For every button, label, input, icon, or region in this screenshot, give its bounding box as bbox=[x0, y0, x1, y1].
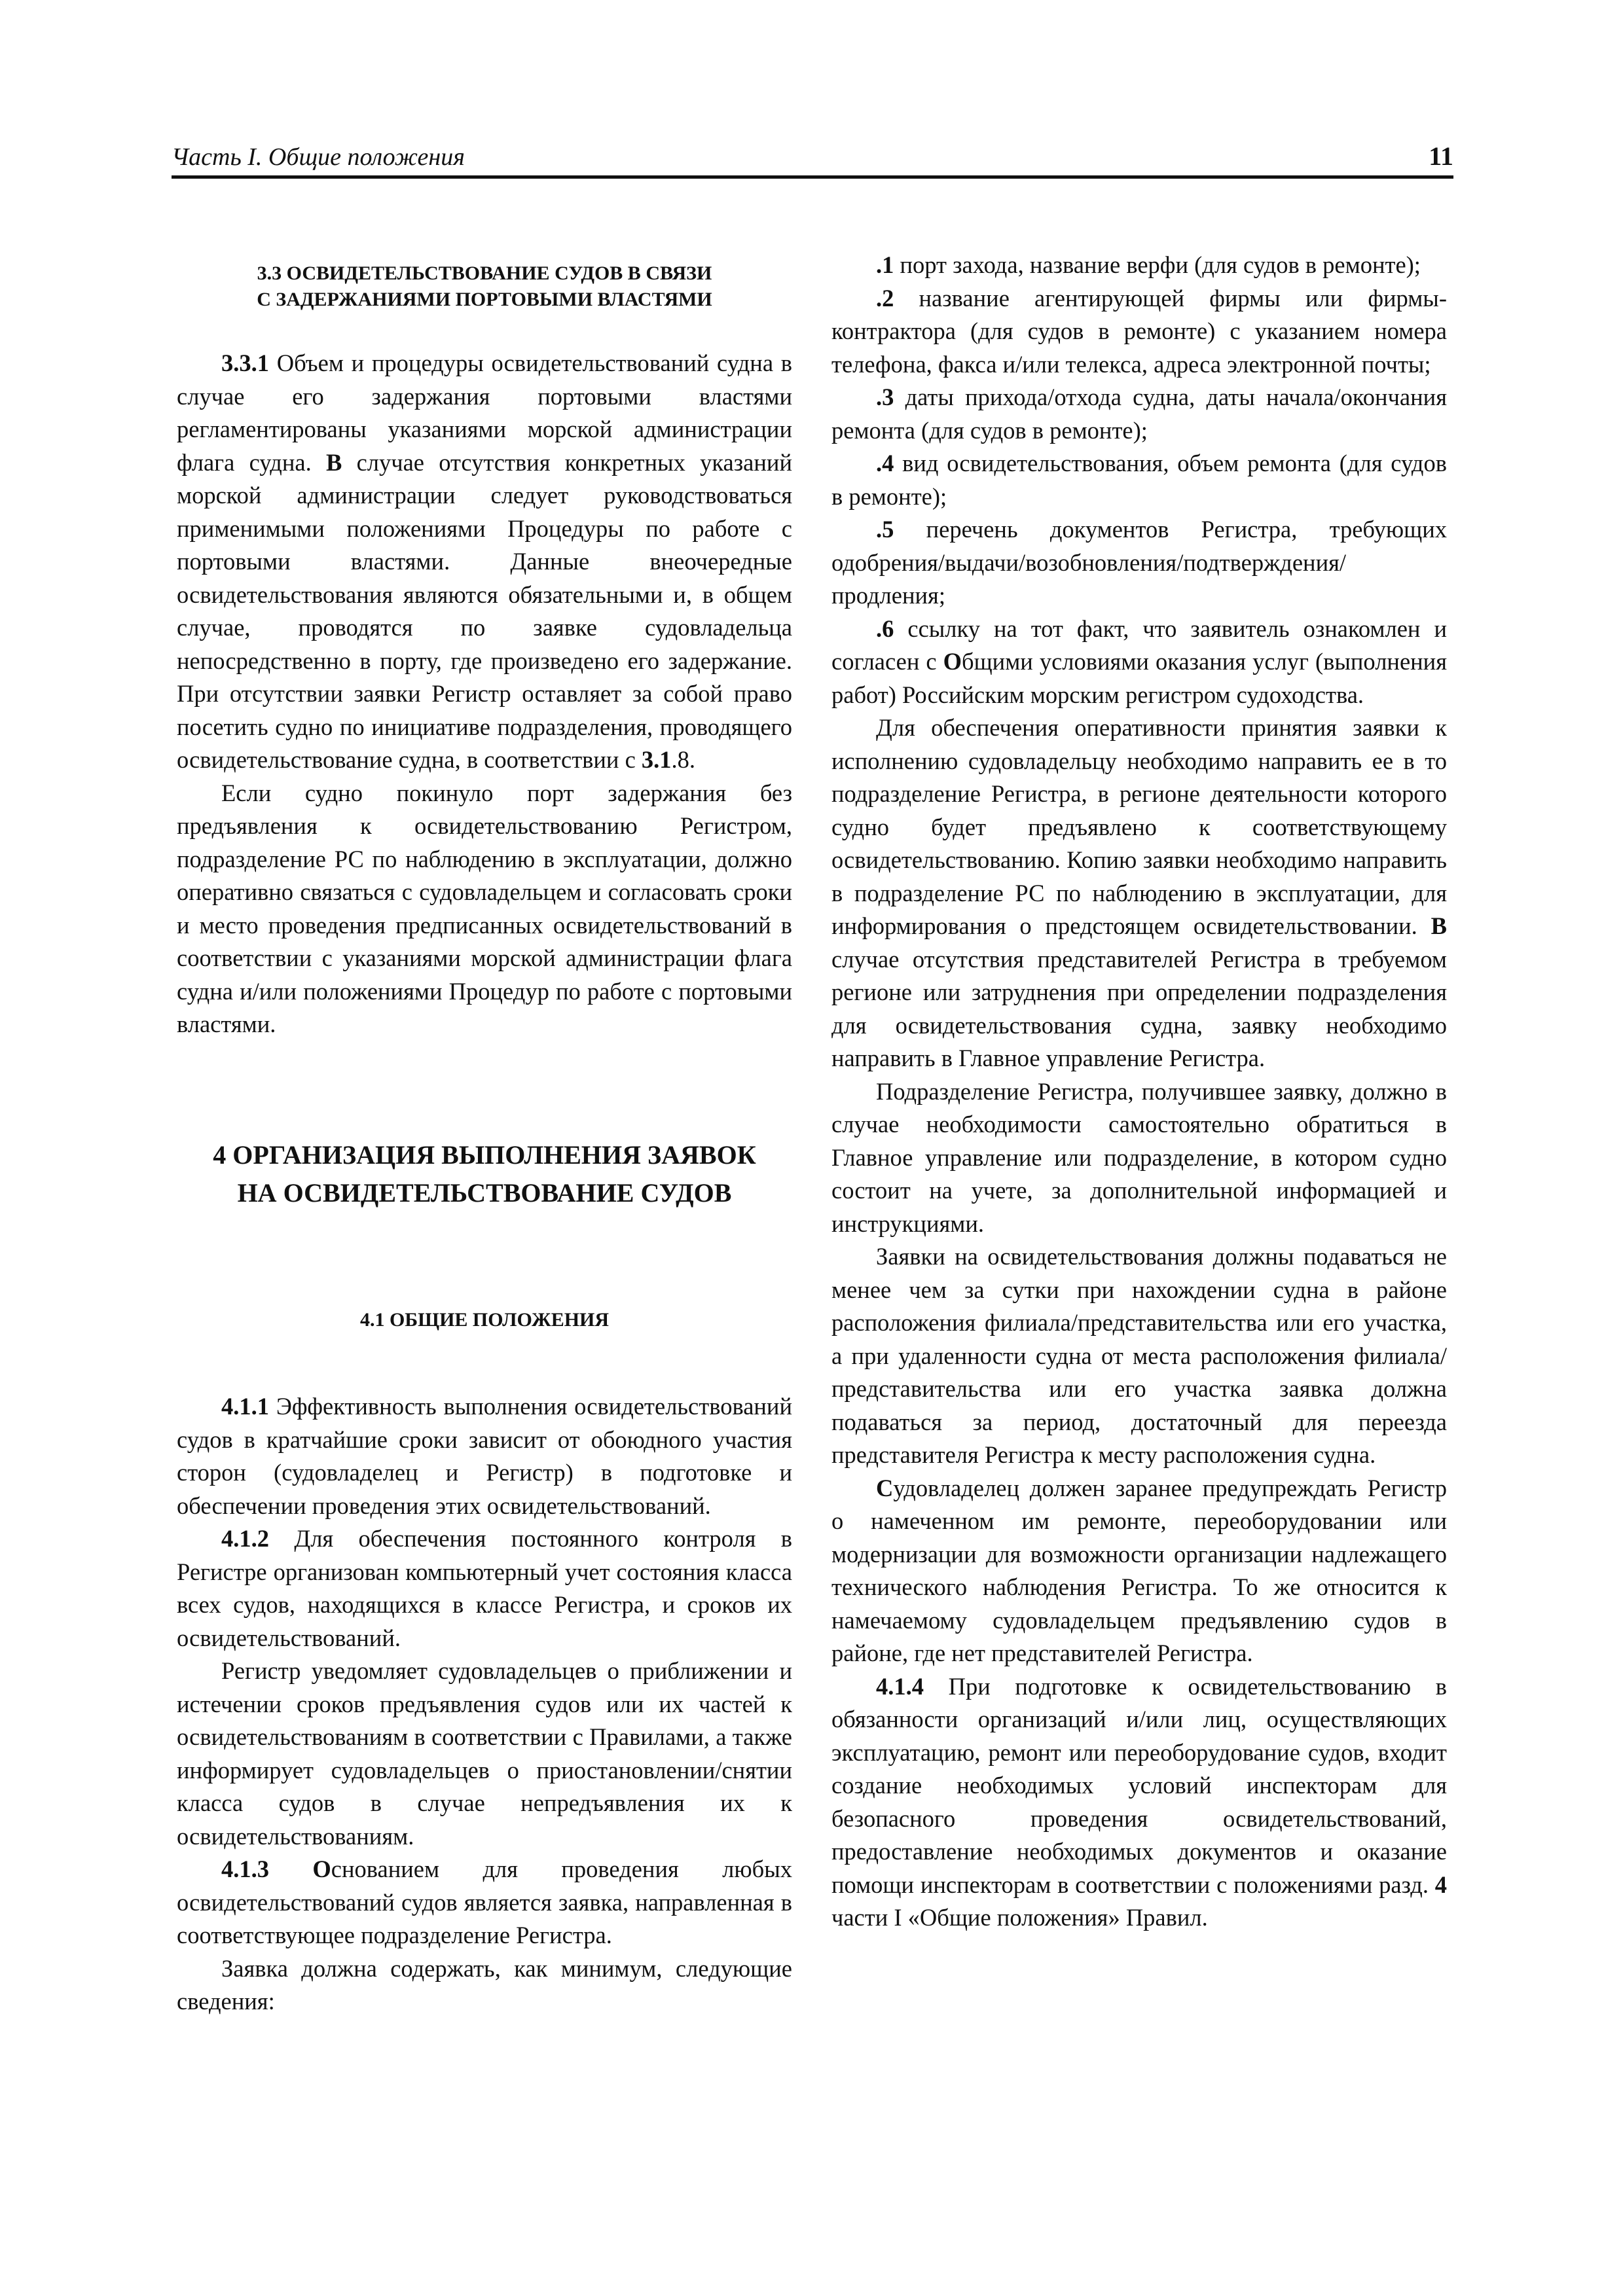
list-text: бщими условиями оказания услуг (выполнения работ) Российским морским регистром судоходства. bbox=[831, 648, 1448, 708]
list-number: .3 bbox=[876, 384, 894, 410]
paragraph-text: Объем и процедуры освидетельствований судна в случае его задержания портовыми властями регламентированы указаниями морской администрации флага судна. bbox=[177, 350, 792, 476]
paragraph-text: При подготовке к освидетельствованию в обязанности организаций и/или лиц, осуществляющих эксплуатацию, ремонт или переоборудование судов, входит создание необходимых условий инспекторам для безопасного проведения освидетельствований, предоставление необходимых документов и оказание помощи инспекторам в соответствии с положениями разд. bbox=[831, 1672, 1447, 1898]
section-3-3-heading bbox=[177, 260, 792, 313]
list-item-3 bbox=[831, 381, 1447, 447]
clause-reference: 4 bbox=[1434, 1871, 1447, 1898]
clause-number: 4.1.4 bbox=[876, 1672, 924, 1700]
paragraph-owner-notice bbox=[831, 1472, 1447, 1670]
paragraph-text: Для обеспечения оперативности принятия заявки к исполнению судовладельцу необходимо направить ее в то подразделение Регистра, в регионе деятельности которого судно будет предъявлено к соответствующему освидетельствованию. Копию заявки необходимо направить в подразделение РС по наблюдению в эксплуатации, для информирования о предстоящем освидетельствовании. bbox=[831, 714, 1447, 939]
list-text: вид освидетельствования, объем ремонта (для судов в ремонте); bbox=[831, 450, 1447, 510]
list-text: перечень документов Регистра, требующих одобрения/выдачи/возобновления/подтверждения/продления; bbox=[831, 516, 1447, 609]
list-number: .4 bbox=[876, 450, 894, 476]
clause-number: 4.1.1 bbox=[221, 1393, 269, 1420]
clause-number: 4.1.3 bbox=[221, 1856, 269, 1882]
left-column bbox=[177, 249, 792, 2018]
paragraph-text: части I «Общие положения» Правил. bbox=[831, 1904, 1208, 1931]
paragraph-text: снованием для проведения любых освидетельствований судов является заявка, направленная в соответствующее подразделение Регистра. bbox=[177, 1856, 792, 1948]
paragraph-3-3-1-b: Если судно покинуло порт задержания без предъявления к освидетельствованию Регистром, подразделение РС по наблюдению в эксплуатации, должно оперативно связаться с судовладельцем и согласовать сроки и место проведения предписанных освидетельствований в соответствии с указаниями морской администрации флага судна и/или положениями Процедур по работе с портовыми властями. bbox=[177, 779, 792, 1037]
clause-number: 3.3.1 bbox=[221, 350, 269, 376]
list-item-5 bbox=[831, 513, 1447, 613]
clause-number: 4.1.2 bbox=[221, 1525, 269, 1552]
bold-letter: В bbox=[325, 448, 342, 476]
paragraph-text: случае отсутствия представителей Регистра в требуемом регионе или затруднения при определении подразделения для освидетельствования судна, заявку необходимо направить в Главное управление Регистра. bbox=[831, 945, 1447, 1071]
right-column bbox=[831, 249, 1447, 1935]
paragraph-text: Для обеспечения постоянного контроля в Регистре организован компьютерный учет состояния класса всех судов, находящихся в классе Регистра, и сроков их освидетельствований. bbox=[177, 1525, 792, 1651]
paragraph-4-1-2-b: Регистр уведомляет судовладельцев о приближении и истечении сроков предъявления судов или их частей к освидетельствованиям в соответствии с Правилами, а также информирует судовладельцев о приостановлении/снятии класса судов в случае непредъявления их к освидетельствованиям. bbox=[177, 1657, 792, 1850]
clause-reference: 3.1 bbox=[641, 746, 672, 773]
paragraph-4-1-1 bbox=[177, 1390, 792, 1522]
paragraph-application-routing bbox=[831, 711, 1447, 1075]
paragraph-4-1-3 bbox=[177, 1853, 792, 1952]
list-number: .1 bbox=[876, 251, 894, 278]
section-4-heading-line2: НА ОСВИДЕТЕЛЬСТВОВАНИЕ СУДОВ bbox=[237, 1177, 732, 1208]
bold-letter: В bbox=[1431, 912, 1447, 939]
paragraph-3-3-1 bbox=[177, 347, 792, 777]
bold-letter: О bbox=[943, 648, 962, 675]
running-header-title: Часть I. Общие положения bbox=[172, 143, 465, 171]
list-item-1 bbox=[831, 249, 1447, 282]
list-number: .5 bbox=[876, 516, 894, 543]
list-text: даты прихода/отхода судна, даты начала/окончания ремонта (для судов в ремонте); bbox=[831, 384, 1447, 444]
list-text: ссылку на тот факт, что заявитель ознакомлен и согласен с bbox=[831, 615, 1447, 675]
list-text: название агентирующей фирмы или фирмы-контрактора (для судов в ремонте) с указанием номера телефона, факса и/или телекса, адреса электронной почты; bbox=[831, 284, 1447, 378]
paragraph-branch-actions: Подразделение Регистра, получившее заявку, должно в случае необходимости самостоятельно обратиться в Главное управление или подразделение, в котором судно состоит на учете, за дополнительной информацией и инструкциями. bbox=[831, 1077, 1447, 1237]
list-item-6 bbox=[831, 613, 1447, 712]
paragraph-4-1-3-b: Заявка должна содержать, как минимум, следующие сведения: bbox=[177, 1954, 792, 2015]
section-4-1-heading: 4.1 ОБЩИЕ ПОЛОЖЕНИЯ bbox=[359, 1308, 610, 1331]
paragraph-4-1-2 bbox=[177, 1522, 792, 1655]
section-4-heading bbox=[177, 1136, 792, 1212]
bold-letter: О bbox=[269, 1856, 331, 1882]
paragraph-text: Эффективность выполнения освидетельствований судов в кратчайшие сроки зависит от обоюдного участия сторон (судовладелец и Регистр) в подготовке и обеспечении проведения этих освидетельствований. bbox=[177, 1393, 792, 1519]
list-item-2 bbox=[831, 282, 1447, 382]
paragraph-4-1-4 bbox=[831, 1670, 1447, 1935]
list-number: .6 bbox=[876, 615, 894, 642]
paragraph-text: .8. bbox=[671, 746, 696, 773]
section-3-3-heading-line2: С ЗАДЕРЖАНИЯМИ ПОРТОВЫМИ ВЛАСТЯМИ bbox=[257, 289, 712, 310]
paragraph-text: случае отсутствия конкретных указаний морской администрации следует руководствоваться применимыми положениями Процедуры по работе с портовыми властями. Данные внеочередные освидетельствования являются обязательными и, в общем случае, проводятся по заявке судовладельца непосредственно в порту, где произведено его задержание. При отсутствии заявки Регистр оставляет за собой право посетить судно по инициативе подразделения, проводящего освидетельствование судна, в соответствии с bbox=[177, 448, 792, 773]
section-3-3-heading-line1: 3.3 ОСВИДЕТЕЛЬСТВОВАНИЕ СУДОВ В СВЯЗИ bbox=[257, 262, 712, 284]
paragraph-text: удовладелец должен заранее предупреждать Регистр о намеченном им ремонте, переоборудовании или модернизации для возможности организации надлежащего технического наблюдения Регистра. То же относится к намечаемому судовладельцем предъявлению судов в районе, где нет представителей Регистра. bbox=[831, 1474, 1447, 1666]
paragraph-application-deadline: Заявки на освидетельствования должны подаваться не менее чем за сутки при нахождении судна в районе расположения филиала/представительства или его участка, а при удаленности судна от места расположения филиала/представительства или его участка заявка должна подаваться за период, достаточный для переезда представителя Регистра к месту расположения судна. bbox=[831, 1243, 1447, 1468]
page-number: 11 bbox=[1429, 141, 1453, 171]
list-item-4 bbox=[831, 447, 1447, 513]
bold-letter: С bbox=[876, 1474, 894, 1501]
list-number: .2 bbox=[876, 284, 894, 312]
section-4-heading-line1: 4 ОРГАНИЗАЦИЯ ВЫПОЛНЕНИЯ ЗАЯВОК bbox=[213, 1139, 756, 1170]
running-header bbox=[172, 143, 1453, 179]
list-text: порт захода, название верфи (для судов в ремонте); bbox=[894, 251, 1421, 278]
